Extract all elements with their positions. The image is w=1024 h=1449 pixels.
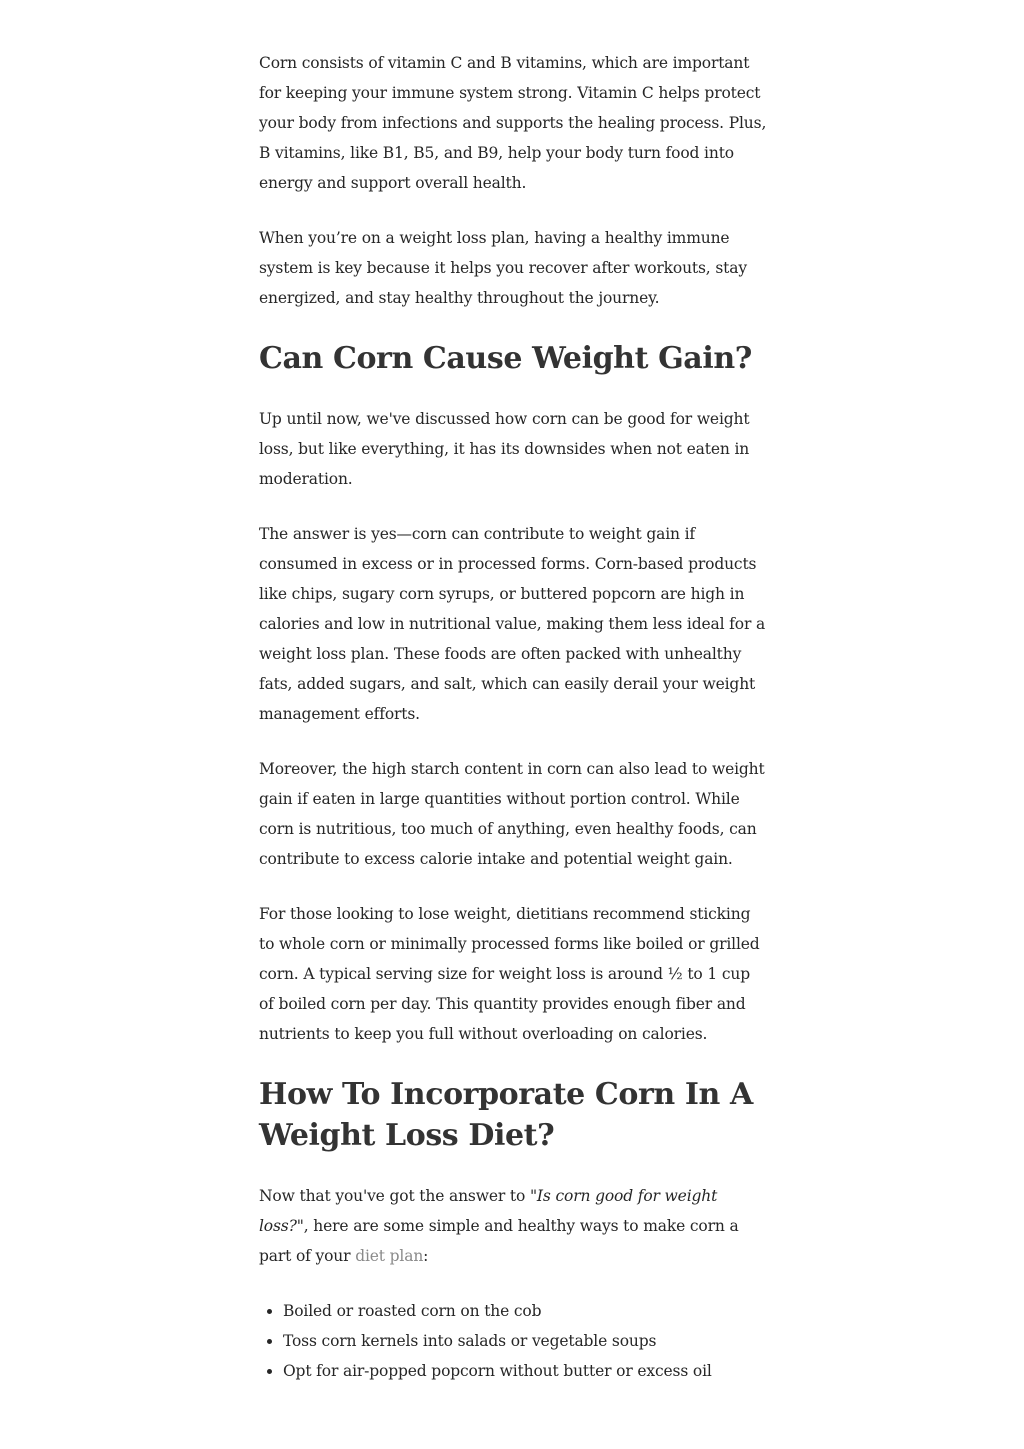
heading-incorporate-corn: How To Incorporate Corn In A Weight Loss Diet? [259, 1077, 753, 1153]
paragraph-downsides: Up until now, we've discussed how corn can be good for weight loss, but like everything, it has its downsides when not eaten in moderation. [259, 410, 750, 488]
intro-text: Now that you've got the answer to [259, 1187, 530, 1205]
list-item [283, 1296, 769, 1326]
article-body [259, 48, 769, 1386]
intro-text-continued: , here are some simple and healthy ways to make corn a part of your [259, 1217, 739, 1265]
list-item-text: Toss corn kernels into salads or vegetable soups [283, 1332, 657, 1350]
intro-colon: : [423, 1247, 429, 1265]
list-item [283, 1326, 769, 1356]
paragraph-serving-size: For those looking to lose weight, dietitians recommend sticking to whole corn or minimally processed forms like boiled or grilled corn. A typical serving size for weight loss is around ½ to 1 cup of boiled corn per day. This quantity provides enough fiber and nutrients to keep you full without overloading on calories. [259, 905, 760, 1043]
paragraph-starch-content: Moreover, the high starch content in corn can also lead to weight gain if eaten in large quantities without portion control. While corn is nutritious, too much of anything, even healthy foods, can contribute to excess calorie intake and potential weight gain. [259, 760, 765, 868]
bullet-icon [267, 1369, 272, 1374]
bullet-icon [267, 1339, 272, 1344]
diet-plan-link[interactable]: diet plan [355, 1247, 424, 1265]
corn-ideas-list [259, 1296, 769, 1386]
heading-weight-gain: Can Corn Cause Weight Gain? [259, 341, 752, 376]
intro-quote: "Is corn good for weight loss?" [259, 1187, 718, 1235]
list-item-text: Boiled or roasted corn on the cob [283, 1302, 542, 1320]
bullet-icon [267, 1309, 272, 1314]
paragraph-processed-forms: The answer is yes—corn can contribute to weight gain if consumed in excess or in processed forms. Corn-based products like chips, sugary corn syrups, or buttered popcorn are high in calories and low in nutritional value, making them less ideal for a weight loss plan. These foods are often packed with unhealthy fats, added sugars, and salt, which can easily derail your weight management efforts. [259, 525, 766, 723]
paragraph-ways-intro [259, 1181, 769, 1271]
list-item-text: Opt for air-popped popcorn without butter or excess oil [283, 1362, 712, 1380]
paragraph-immune-system: When you’re on a weight loss plan, having a healthy immune system is key because it helps you recover after workouts, stay energized, and stay healthy throughout the journey. [259, 229, 747, 307]
list-item [283, 1356, 769, 1386]
paragraph-vitamins: Corn consists of vitamin C and B vitamins, which are important for keeping your immune system strong. Vitamin C helps protect your body from infections and supports the healing process. Plus, B vitamins, like B1, B5, and B9, help your body turn food into energy and support overall health. [259, 54, 767, 192]
